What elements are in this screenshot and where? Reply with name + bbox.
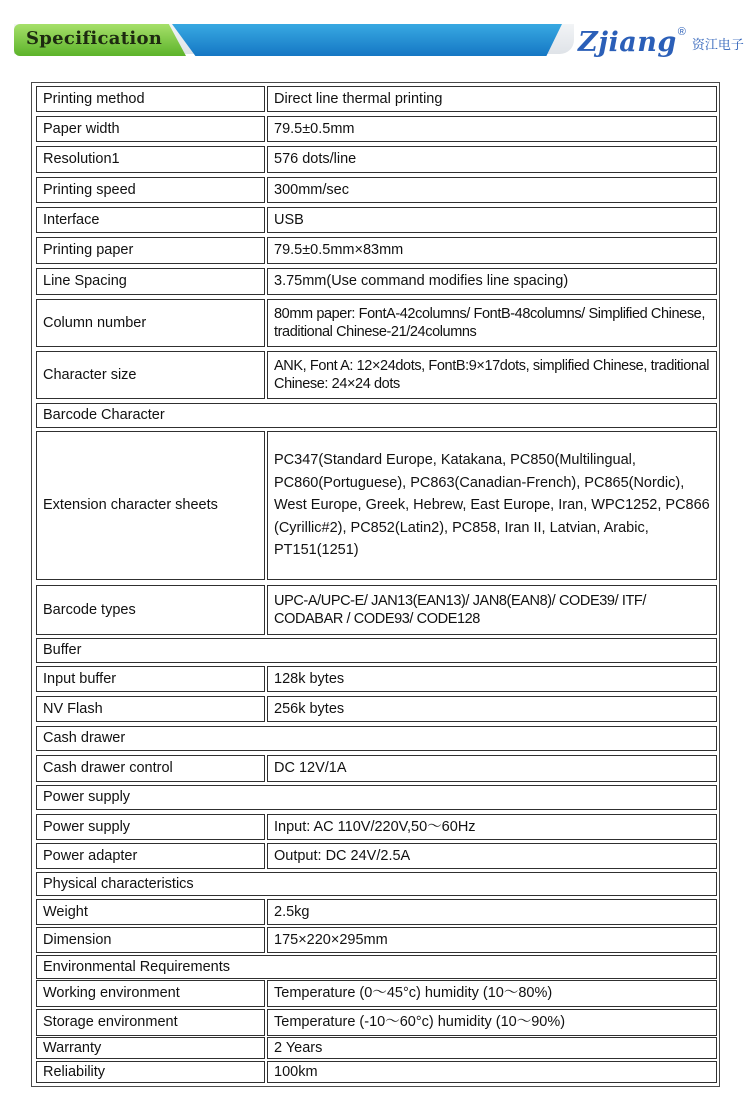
spec-row-character-size xyxy=(36,351,717,399)
spec-row-power-supply xyxy=(36,814,717,840)
spec-value: 79.5±0.5mm xyxy=(267,116,717,142)
section-heading: Cash drawer xyxy=(36,726,717,751)
spec-label: Column number xyxy=(36,299,265,347)
logo-registered-mark: ® xyxy=(677,26,686,38)
spec-value: 2.5kg xyxy=(267,899,717,925)
spec-row-barcode-types xyxy=(36,585,717,635)
spec-section-power-supply xyxy=(36,785,717,810)
spec-row-column-number xyxy=(36,299,717,347)
page-title: Specification xyxy=(26,28,163,49)
spec-value: 576 dots/line xyxy=(267,146,717,173)
spec-value: ANK, Font A: 12×24dots, FontB:9×17dots, simplified Chinese, traditional Chinese: 24×24 dots xyxy=(267,351,717,399)
spec-row-interface xyxy=(36,207,717,233)
spec-label: Barcode types xyxy=(36,585,265,635)
header-banner xyxy=(0,0,750,72)
spec-label: NV Flash xyxy=(36,696,265,722)
spec-label: Dimension xyxy=(36,927,265,953)
spec-value: Direct line thermal printing xyxy=(267,86,717,112)
spec-label: Character size xyxy=(36,351,265,399)
spec-label: Resolution1 xyxy=(36,146,265,173)
spec-value: PC347(Standard Europe, Katakana, PC850(Multilingual, PC860(Portuguese), PC863(Canadian-French), PC865(Nordic), West Europe, Greek, Hebrew, East Europe, Iran, WPC1252, PC866 (Cyrillic#2), PC852(Latin2), PC858, Iran II, Latvian, Arabic, PT151(1251) xyxy=(267,431,717,580)
spec-value: DC 12V/1A xyxy=(267,755,717,782)
spec-label: Input buffer xyxy=(36,666,265,692)
spec-value: 175×220×295mm xyxy=(267,927,717,953)
spec-row-paper-width xyxy=(36,116,717,142)
spec-label: Power adapter xyxy=(36,843,265,869)
brand-logo xyxy=(578,16,744,56)
spec-value: 3.75mm(Use command modifies line spacing) xyxy=(267,268,717,295)
section-heading: Environmental Requirements xyxy=(36,955,717,979)
spec-label: Printing paper xyxy=(36,237,265,264)
spec-row-nv-flash xyxy=(36,696,717,722)
spec-label: Warranty xyxy=(36,1037,265,1059)
spec-value: Temperature (-10～60°c) humidity (10～90%) xyxy=(267,1009,717,1036)
spec-label: Reliability xyxy=(36,1061,265,1083)
spec-row-warranty xyxy=(36,1037,717,1059)
section-heading: Buffer xyxy=(36,638,717,663)
spec-row-extension-sheets xyxy=(36,431,717,580)
spec-section-barcode-character xyxy=(36,403,717,428)
section-heading: Power supply xyxy=(36,785,717,810)
spec-section-buffer xyxy=(36,638,717,663)
spec-row-printing-method xyxy=(36,86,717,112)
logo-chinese-name: 资江电子 xyxy=(691,37,744,52)
spec-value: 80mm paper: FontA-42columns/ FontB-48columns/ Simplified Chinese, traditional Chinese-21/24columns xyxy=(267,299,717,347)
spec-row-line-spacing xyxy=(36,268,717,295)
spec-label: Weight xyxy=(36,899,265,925)
spec-value: 256k bytes xyxy=(267,696,717,722)
spec-row-cash-drawer-control xyxy=(36,755,717,782)
spec-row-dimension xyxy=(36,927,717,953)
spec-label: Power supply xyxy=(36,814,265,840)
spec-row-storage-environment xyxy=(36,1009,717,1036)
spec-row-reliability xyxy=(36,1061,717,1083)
spec-label: Interface xyxy=(36,207,265,233)
spec-section-cash-drawer xyxy=(36,726,717,751)
spec-value: 100km xyxy=(267,1061,717,1083)
spec-label: Printing method xyxy=(36,86,265,112)
spec-value: 79.5±0.5mm×83mm xyxy=(267,237,717,264)
spec-row-power-adapter xyxy=(36,843,717,869)
spec-row-printing-speed xyxy=(36,177,717,203)
spec-value: USB xyxy=(267,207,717,233)
spec-section-environmental xyxy=(36,955,717,979)
spec-row-resolution xyxy=(36,146,717,173)
spec-value: 2 Years xyxy=(267,1037,717,1059)
spec-value: 300mm/sec xyxy=(267,177,717,203)
spec-section-physical xyxy=(36,872,717,896)
section-heading: Physical characteristics xyxy=(36,872,717,896)
section-heading: Barcode Character xyxy=(36,403,717,428)
spec-label: Extension character sheets xyxy=(36,431,265,580)
spec-value: Output: DC 24V/2.5A xyxy=(267,843,717,869)
spec-row-working-environment xyxy=(36,980,717,1007)
spec-value: Input: AC 110V/220V,50～60Hz xyxy=(267,814,717,840)
spec-value: UPC-A/UPC-E/ JAN13(EAN13)/ JAN8(EAN8)/ CODE39/ ITF/ CODABAR / CODE93/ CODE128 xyxy=(267,585,717,635)
spec-value: Temperature (0～45°c) humidity (10～80%) xyxy=(267,980,717,1007)
spec-value: 128k bytes xyxy=(267,666,717,692)
spec-row-weight xyxy=(36,899,717,925)
spec-label: Working environment xyxy=(36,980,265,1007)
logo-wordmark: Zjiang xyxy=(578,27,677,58)
spec-row-printing-paper xyxy=(36,237,717,264)
spec-label: Line Spacing xyxy=(36,268,265,295)
spec-row-input-buffer xyxy=(36,666,717,692)
spec-label: Paper width xyxy=(36,116,265,142)
banner-blue-strip xyxy=(172,24,562,56)
spec-label: Cash drawer control xyxy=(36,755,265,782)
spec-label: Printing speed xyxy=(36,177,265,203)
spec-table xyxy=(31,82,720,1087)
spec-label: Storage environment xyxy=(36,1009,265,1036)
